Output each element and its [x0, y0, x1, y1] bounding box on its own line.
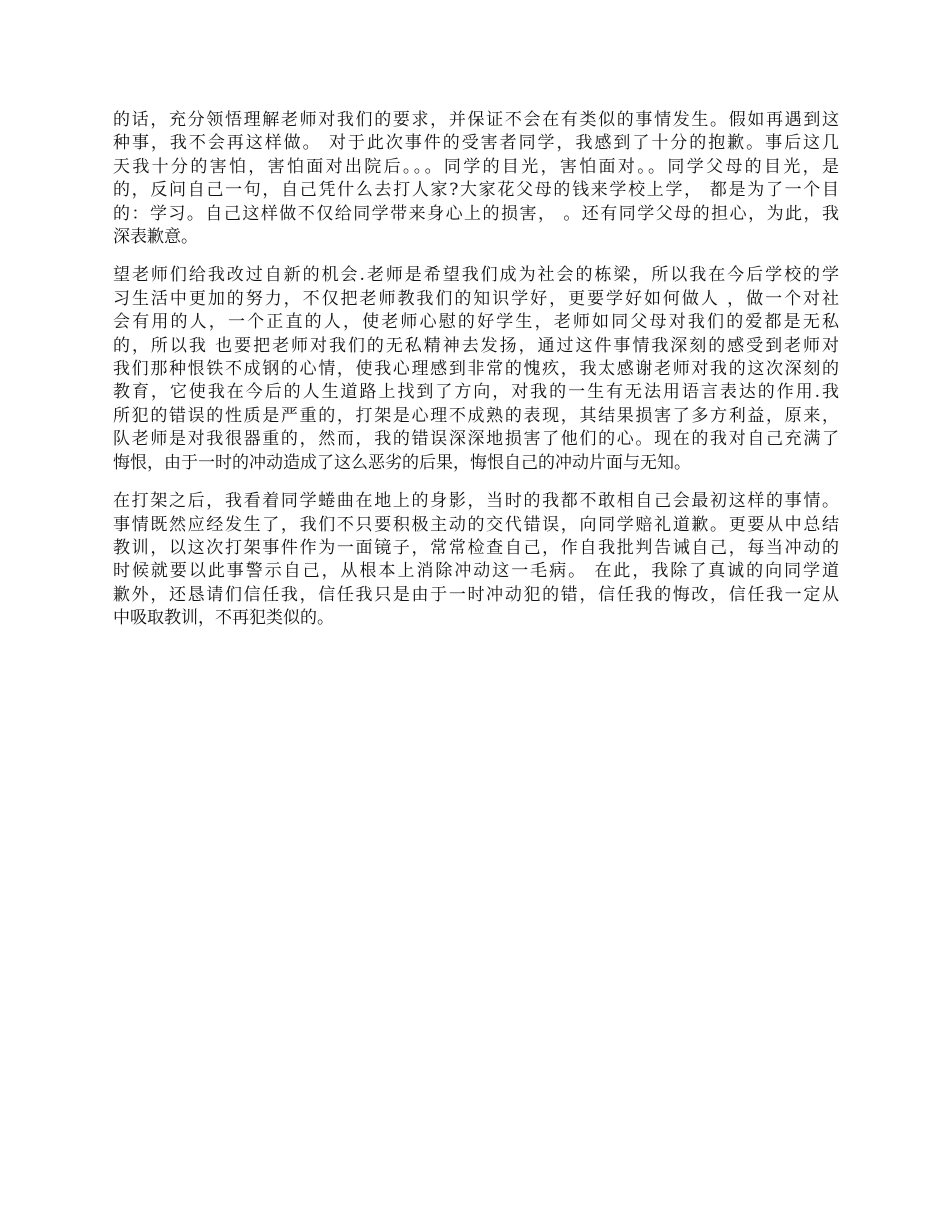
text-line: 所犯的错误的性质是严重的，打架是心理不成熟的表现，其结果损害了多方利益，原来， — [113, 405, 839, 426]
text-line: 中吸取教训，不再犯类似的。 — [113, 608, 334, 629]
text-line: 教训，以这次打架事件作为一面镜子，常常检查自己，作自我批判告诫自己，每当冲动的 — [113, 537, 839, 558]
paragraph-2 — [113, 264, 839, 475]
text-line: 深表歉意。 — [113, 227, 198, 248]
text-line: 的，所以我 也要把老师对我们的无私精神去发扬，通过这件事情我深刻的感受到老师对 — [113, 335, 839, 356]
paragraph-1 — [113, 109, 839, 249]
text-line: 我们那种恨铁不成钢的心情，使我心理感到非常的愧疚，我太感谢老师对我的这次深刻的 — [113, 359, 839, 380]
text-line: 教育，它使我在今后的人生道路上找到了方向，对我的一生有无法用语言表达的作用.我 — [113, 382, 839, 403]
text-line: 的话，充分领悟理解老师对我们的要求，并保证不会在有类似的事情发生。假如再遇到这 — [113, 110, 839, 130]
text-line: 望老师们给我改过自新的机会.老师是希望我们成为社会的栋梁，所以我在今后学校的学 — [113, 265, 839, 286]
text-line: 种事，我不会再这样做。 对于此次事件的受害者同学，我感到了十分的抱歉。事后这几 — [113, 133, 839, 154]
text-line: 悔恨，由于一时的冲动造成了这么恶劣的后果，悔恨自己的冲动片面与无知。 — [113, 452, 691, 473]
text-line: 的，反问自己一句，自己凭什么去打人家?大家花父母的钱来学校上学， 都是为了一个目 — [113, 180, 839, 201]
text-line: 的：学习。自己这样做不仅给同学带来身心上的损害， 。还有同学父母的担心，为此，我 — [113, 203, 839, 224]
text-line: 在打架之后，我看着同学蜷曲在地上的身影，当时的我都不敢相自己会最初这样的事情。 — [113, 491, 839, 512]
text-line: 歉外，还恳请们信任我，信任我只是由于一时冲动犯的错，信任我的悔改，信任我一定从 — [113, 584, 839, 605]
document-body — [113, 109, 839, 646]
text-line: 队老师是对我很器重的，然而，我的错误深深地损害了他们的心。现在的我对自己充满了 — [113, 429, 839, 450]
text-line: 时候就要以此事警示自己，从根本上消除冲动这一毛病。 在此，我除了真诚的向同学道 — [113, 561, 839, 582]
text-line: 会有用的人，一个正直的人，使老师心慰的好学生，老师如同父母对我们的爱都是无私 — [113, 312, 839, 333]
text-line: 天我十分的害怕，害怕面对出院后。。。同学的目光，害怕面对。。同学父母的目光，是 — [113, 156, 839, 177]
text-line: 事情既然应经发生了，我们不只要积极主动的交代错误，向同学赔礼道歉。更要从中总结 — [113, 514, 839, 535]
paragraph-3 — [113, 490, 839, 630]
text-line: 习生活中更加的努力，不仅把老师教我们的知识学好，更要学好如何做人 ，做一个对社 — [113, 288, 839, 309]
